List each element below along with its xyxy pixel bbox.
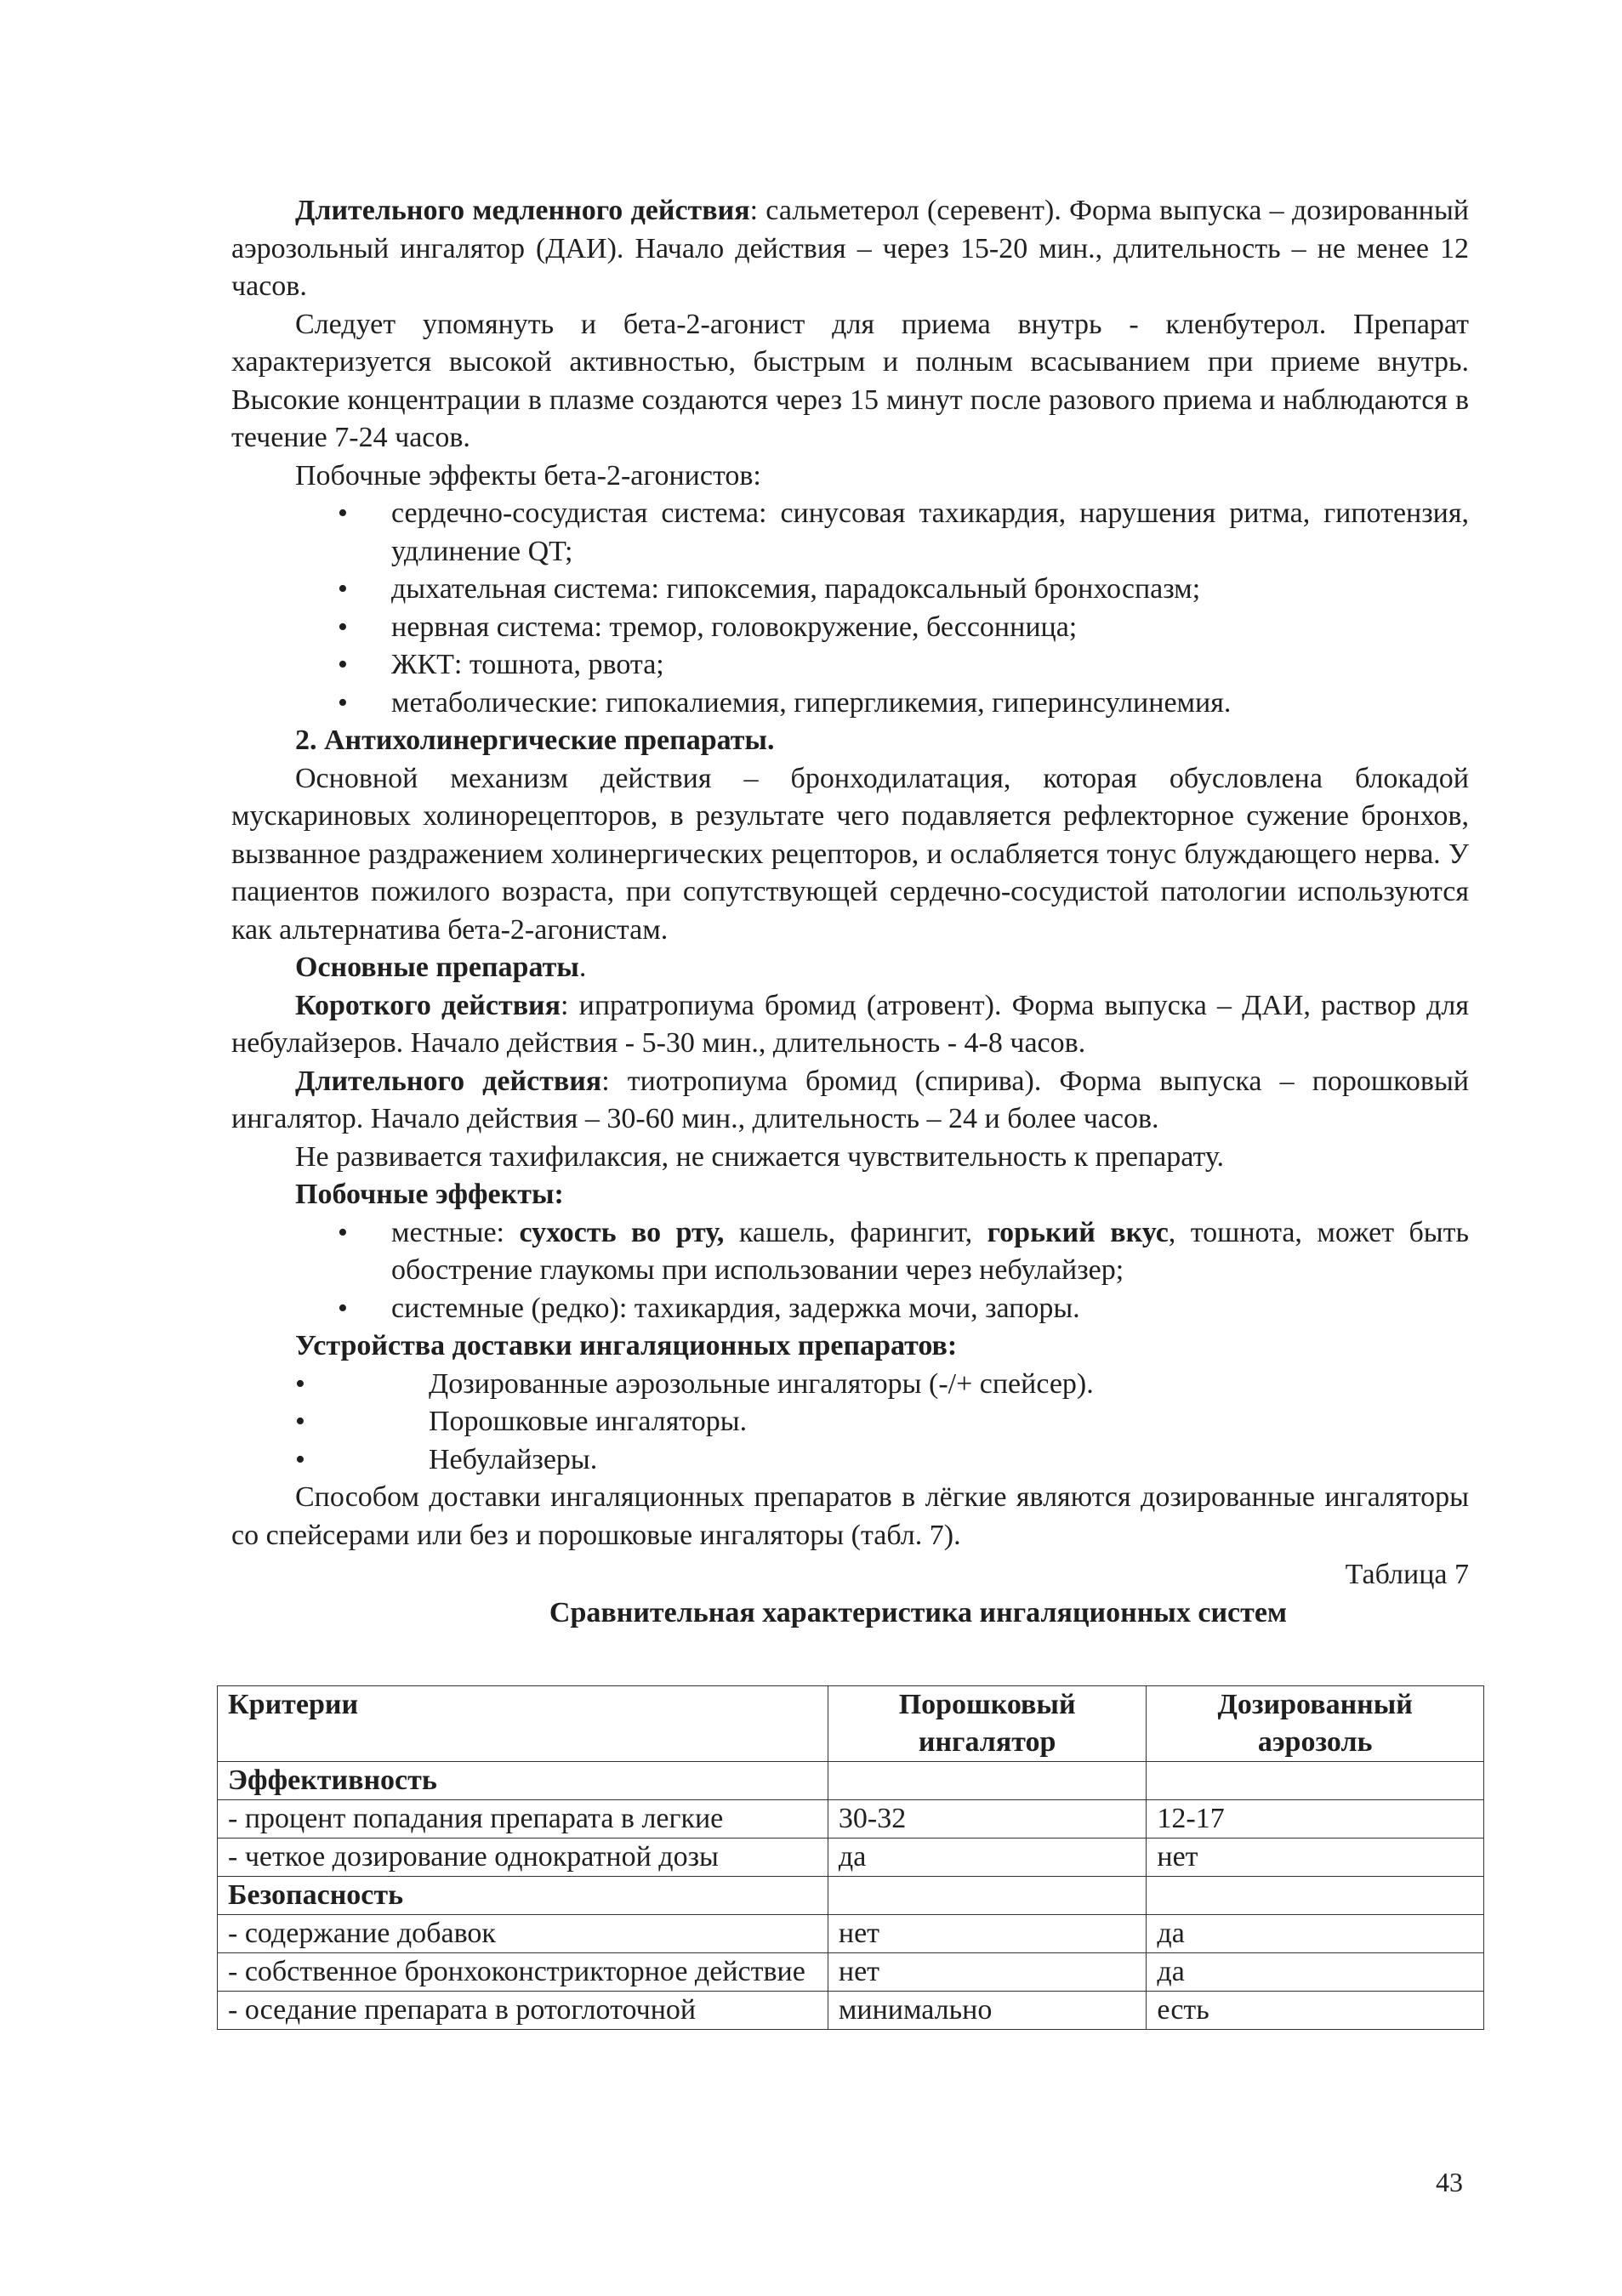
bullet-icon: • [338, 573, 348, 605]
table-cell: да [828, 1839, 1147, 1877]
term-main-drugs: Основные препараты [295, 952, 579, 983]
table-cell: нет [828, 1915, 1147, 1953]
table-row [218, 1839, 1484, 1877]
table-row [218, 1992, 1484, 2030]
bullet-icon: • [338, 497, 348, 529]
side-effects-intro: Побочные эффекты бета-2-агонистов: [295, 459, 761, 492]
anticholinergic-side-effects-list [231, 1214, 1469, 1328]
bullet-icon: • [338, 611, 348, 643]
bullet-icon: • [295, 1443, 305, 1475]
table-cell: нет [828, 1953, 1147, 1992]
list-item [231, 685, 1469, 723]
paragraph-tachyphylaxis: Не развивается тахифилаксия, не снижается чувствительность к препарату. [295, 1140, 1224, 1173]
table-cell: минимально [828, 1992, 1147, 2030]
term-long-action: Длительного действия [295, 1065, 602, 1097]
list-item [231, 1403, 1469, 1441]
page-number: 43 [1436, 2167, 1463, 2197]
list-item-text: ЖКТ: тошнота, рвота; [391, 649, 664, 680]
list-item [231, 571, 1469, 609]
side-effects-list [231, 495, 1469, 722]
table-cell: есть [1147, 1992, 1484, 2030]
table-row [218, 1915, 1484, 1953]
paragraph-text: : ипратропиума бромид (атровент). Форма выпуска – ДАИ, раствор для небулайзеров. Начало действия - 5-30 мин., длительность - 4-8 часов. [231, 989, 1470, 1059]
list-item-text: местные: [391, 1216, 520, 1248]
list-item [231, 646, 1469, 685]
table-cell: да [1147, 1953, 1484, 1992]
bullet-icon: • [295, 1406, 305, 1437]
paragraph-text: . [578, 952, 587, 983]
table-label: Таблица 7 [1345, 1559, 1469, 1590]
section-heading-anticholinergic: 2. Антихолинергические препараты. [295, 725, 775, 756]
table-cell [1147, 1762, 1484, 1800]
table-cell: - собственное бронхоконстрикторное действие [218, 1953, 828, 1992]
bullet-icon: • [338, 1216, 348, 1248]
bullet-icon: • [295, 1367, 305, 1400]
list-item-text: кашель, фарингит, [724, 1216, 987, 1248]
list-item [231, 1441, 1469, 1480]
bullet-icon: • [338, 649, 348, 680]
table-header-metered-aerosol: Дозированный аэрозоль [1147, 1686, 1484, 1762]
table-cell: Безопасность [218, 1877, 828, 1915]
paragraph-main-drugs [231, 949, 1469, 987]
table-row [218, 1953, 1484, 1992]
table-header-powder-inhaler: Порошковый ингалятор [828, 1686, 1147, 1762]
emphasis-text: сухость во рту, [519, 1216, 725, 1248]
table-cell: нет [1147, 1839, 1484, 1877]
bullet-icon: • [338, 1292, 348, 1324]
paragraph-delivery: Способом доставки ингаляционных препаратов в лёгкие являются дозированные ингаляторы со спейсерами или без и порошковые ингаляторы (табл. 7). [231, 1481, 1469, 1551]
list-item-text: Порошковые ингаляторы. [429, 1406, 748, 1437]
list-item-text: системные (редко): тахикардия, задержка мочи, запоры. [391, 1292, 1080, 1324]
devices-heading: Устройства доставки ингаляционных препаратов: [295, 1330, 958, 1361]
table-cell: Эффективность [218, 1762, 828, 1800]
table-cell: - процент попадания препарата в легкие [218, 1800, 828, 1839]
list-item-text: дыхательная система: гипоксемия, парадоксальный бронхоспазм; [391, 573, 1201, 605]
list-item-text: Небулайзеры. [429, 1443, 598, 1475]
list-item [231, 1366, 1469, 1404]
paragraph-text: : сальметерол (серевент). Форма выпуска – дозированный аэрозольный ингалятор (ДАИ). Начало действия – через 15-20 мин., длительность – не менее 12 часов. [231, 195, 1469, 302]
table-cell: - оседание препарата в ротоглоточной [218, 1992, 828, 2030]
table-cell: - четкое дозирование однократной дозы [218, 1839, 828, 1877]
table-header-criteria: Критерии [218, 1686, 828, 1762]
table-cell [828, 1877, 1147, 1915]
table-cell: 30-32 [828, 1800, 1147, 1839]
table-cell: - содержание добавок [218, 1915, 828, 1953]
paragraph-clenbuterol: Следует упомянуть и бета-2-агонист для приема внутрь - кленбутерол. Препарат характеризуется высокой активностью, быстрым и полным всасыванием при приеме внутрь. Высокие концентрации в плазме создаются через 15 минут после разового приема и наблюдаются в течение 7-24 часов. [231, 308, 1469, 453]
list-item-text: метаболические: гипокалиемия, гипергликемия, гиперинсулинемия. [391, 686, 1232, 719]
table-title: Сравнительная характеристика ингаляционных систем [549, 1596, 1288, 1628]
list-item [231, 609, 1469, 647]
list-item-text: нервная система: тремор, головокружение, бессонница; [391, 611, 1078, 643]
table-cell: да [1147, 1915, 1484, 1953]
term-short-action: Короткого действия [295, 989, 561, 1021]
paragraph-long-slow-action [231, 192, 1469, 306]
paragraph-long-action [231, 1063, 1469, 1139]
paragraph-mechanism: Основной механизм действия – бронходилатация, которая обусловлена блокадой мускариновых холинорецепторов, в результате чего подавляется рефлекторное сужение бронхов, вызванное раздражением холинергических рецепторов, и ослабляется тонус блуждающего нерва. У пациентов пожилого возраста, при сопутствующей сердечно-сосудистой патологии используются как альтернатива бета-2-агонистам. [231, 762, 1469, 946]
comparison-table [217, 1685, 1484, 2030]
list-item-text: , тошнота, может быть обострение глаукомы при использовании через небулайзер; [391, 1216, 1470, 1286]
page-content [231, 192, 1469, 1632]
table-cell: 12-17 [1147, 1800, 1484, 1839]
list-item-text: Дозированные аэрозольные ингаляторы (-/+ спейсер). [429, 1367, 1094, 1400]
list-item [231, 1214, 1469, 1290]
devices-list [231, 1366, 1469, 1480]
paragraph-text: : тиотропиума бромид (спирива). Форма выпуска – порошковый ингалятор. Начало действия – 30-60 мин., длительность – 24 и более часов. [231, 1065, 1469, 1134]
paragraph-short-action [231, 987, 1469, 1063]
table-cell [1147, 1877, 1484, 1915]
emphasis-text: горький вкус [987, 1216, 1169, 1248]
list-item-text: сердечно-сосудистая система: синусовая тахикардия, нарушения ритма, гипотензия, удлинение QT; [391, 497, 1469, 567]
bullet-icon: • [338, 686, 348, 719]
side-effects-heading: Побочные эффекты: [295, 1179, 564, 1210]
table-header-row [218, 1686, 1484, 1762]
table-cell [828, 1762, 1147, 1800]
table-row [218, 1800, 1484, 1839]
list-item [231, 1290, 1469, 1328]
table-row [218, 1762, 1484, 1800]
list-item [231, 495, 1469, 571]
term-long-slow-action: Длительного медленного действия [295, 195, 750, 226]
table-row [218, 1877, 1484, 1915]
